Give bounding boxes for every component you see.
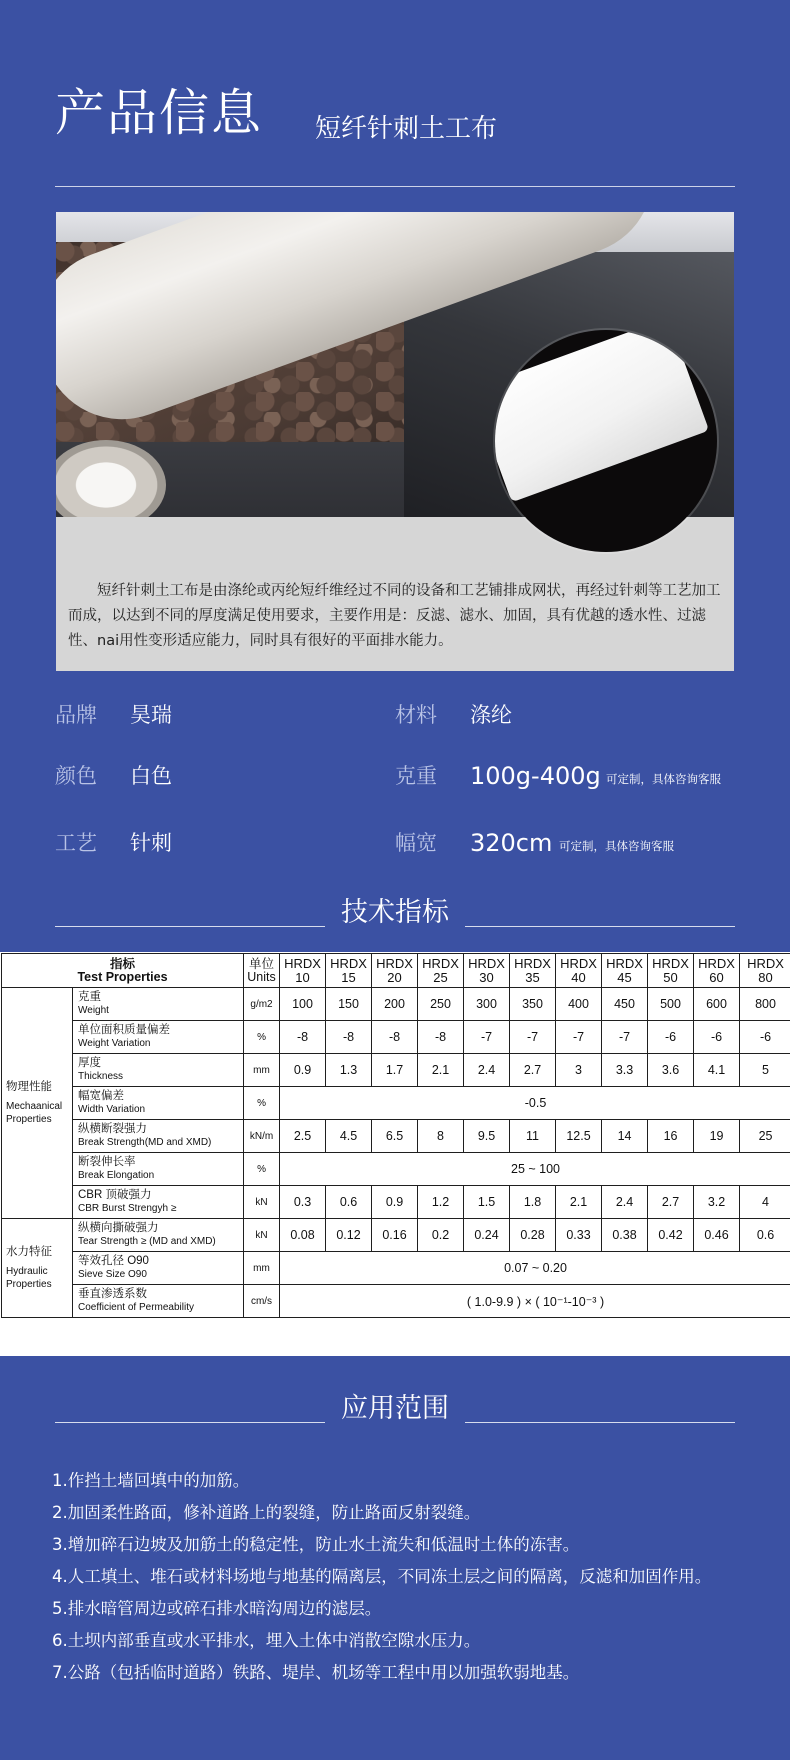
application-list xyxy=(52,1465,790,1689)
model-series: HRDX xyxy=(330,955,367,971)
table-row xyxy=(2,1252,790,1285)
table-cell: 2.1 xyxy=(556,1186,602,1219)
table-cell-merged: 25 ~ 100 xyxy=(280,1153,790,1186)
header-unit-en: Units xyxy=(247,969,276,984)
model-number: 10 xyxy=(295,969,310,985)
header-model xyxy=(510,954,556,988)
header-model xyxy=(648,954,694,988)
property-name xyxy=(73,1219,244,1252)
header-model xyxy=(602,954,648,988)
table-cell: 0.3 xyxy=(280,1186,326,1219)
table-row xyxy=(2,1054,790,1087)
property-unit: kN/m xyxy=(244,1120,280,1153)
property-name-en: Weight xyxy=(78,1005,109,1016)
spec-heading-line-left xyxy=(55,926,325,927)
property-unit: % xyxy=(244,1153,280,1186)
table-cell: 400 xyxy=(556,988,602,1021)
table-cell: 8 xyxy=(418,1120,464,1153)
property-name-cn: CBR 顶破强力 xyxy=(78,1189,152,1201)
property-name-cn: 断裂伸长率 xyxy=(78,1156,136,1168)
table-cell: 0.2 xyxy=(418,1219,464,1252)
table-cell: 2.4 xyxy=(464,1054,510,1087)
attr-value-weight: 100g-400g xyxy=(470,762,601,790)
spec-table xyxy=(1,953,790,1318)
list-item: 3.增加碎石边坡及加筋土的稳定性，防止水土流失和低温时土体的冻害。 xyxy=(52,1535,580,1554)
header-model xyxy=(556,954,602,988)
table-cell: 11 xyxy=(510,1120,556,1153)
table-row xyxy=(2,1153,790,1186)
attr-note-width: 可定制，具体咨询客服 xyxy=(559,839,674,853)
table-cell: 600 xyxy=(694,988,740,1021)
table-cell-merged: -0.5 xyxy=(280,1087,790,1120)
table-cell: 5 xyxy=(740,1054,790,1087)
table-cell: 0.9 xyxy=(280,1054,326,1087)
model-number: 25 xyxy=(433,969,448,985)
property-unit: mm xyxy=(244,1252,280,1285)
model-number: 35 xyxy=(525,969,540,985)
property-name-en: Weight Variation xyxy=(78,1038,151,1049)
property-name-cn: 幅宽偏差 xyxy=(78,1090,124,1102)
property-name-cn: 纵横向撕破强力 xyxy=(78,1222,159,1234)
model-series: HRDX xyxy=(560,955,597,971)
table-cell: 12.5 xyxy=(556,1120,602,1153)
group-label-en: Properties xyxy=(6,1113,52,1125)
page-subtitle: 短纤针刺土工布 xyxy=(315,114,498,144)
property-unit: kN xyxy=(244,1186,280,1219)
table-cell: 3 xyxy=(556,1054,602,1087)
property-name-en: Break Strength(MD and XMD) xyxy=(78,1137,212,1148)
property-name-en: Thickness xyxy=(78,1071,124,1082)
table-cell: 0.6 xyxy=(326,1186,372,1219)
property-name-en: Sieve Size O90 xyxy=(78,1269,147,1280)
list-item: 4.人工填土、堆石或材料场地与地基的隔离层，不同冻土层之间的隔离，反滤和加固作用。 xyxy=(52,1567,712,1586)
table-cell: 1.7 xyxy=(372,1054,418,1087)
attr-value-process: 针刺 xyxy=(130,831,172,855)
model-series: HRDX xyxy=(376,955,413,971)
table-cell: 1.8 xyxy=(510,1186,556,1219)
model-series: HRDX xyxy=(514,955,551,971)
model-number: 20 xyxy=(387,969,402,985)
table-cell-merged: ( 1.0-9.9 ) × ( 10⁻¹-10⁻³ ) xyxy=(280,1285,790,1318)
table-cell: 2.4 xyxy=(602,1186,648,1219)
header-model xyxy=(464,954,510,988)
header-model xyxy=(372,954,418,988)
table-cell: 0.08 xyxy=(280,1219,326,1252)
table-cell: 500 xyxy=(648,988,694,1021)
table-cell: 0.6 xyxy=(740,1219,790,1252)
model-number: 30 xyxy=(479,969,494,985)
list-item: 1.作挡土墙回填中的加筋。 xyxy=(52,1471,250,1490)
attr-value-material: 涤纶 xyxy=(470,703,512,727)
table-row xyxy=(2,1087,790,1120)
property-name xyxy=(73,1186,244,1219)
property-unit: g/m2 xyxy=(244,988,280,1021)
table-cell: 2.5 xyxy=(280,1120,326,1153)
table-cell: 300 xyxy=(464,988,510,1021)
attr-label-weight: 克重 xyxy=(395,764,437,788)
header-test-properties xyxy=(2,954,244,988)
table-cell: 350 xyxy=(510,988,556,1021)
group-label xyxy=(2,988,73,1219)
table-cell: 4.5 xyxy=(326,1120,372,1153)
table-cell: -8 xyxy=(280,1021,326,1054)
property-name xyxy=(73,1054,244,1087)
header-model xyxy=(326,954,372,988)
table-cell: 16 xyxy=(648,1120,694,1153)
attr-label-width: 幅宽 xyxy=(395,831,437,855)
fabric-closeup-photo xyxy=(495,330,717,552)
table-cell: -6 xyxy=(648,1021,694,1054)
app-heading-line-right xyxy=(465,1422,735,1423)
property-unit: mm xyxy=(244,1054,280,1087)
table-cell: 14 xyxy=(602,1120,648,1153)
property-name xyxy=(73,1120,244,1153)
table-cell: 0.12 xyxy=(326,1219,372,1252)
spec-section-title: 技术指标 xyxy=(341,897,449,928)
table-row xyxy=(2,1219,790,1252)
model-series: HRDX xyxy=(284,955,321,971)
property-name-en: Width Variation xyxy=(78,1104,146,1115)
model-number: 50 xyxy=(663,969,678,985)
property-unit: % xyxy=(244,1087,280,1120)
table-cell: 0.33 xyxy=(556,1219,602,1252)
app-section-title: 应用范围 xyxy=(341,1393,449,1424)
property-name xyxy=(73,988,244,1021)
list-item: 5.排水暗管周边或碎石排水暗沟周边的滤层。 xyxy=(52,1599,382,1618)
table-cell: 3.3 xyxy=(602,1054,648,1087)
group-label-en: Mechaanical xyxy=(6,1100,63,1112)
model-series: HRDX xyxy=(652,955,689,971)
property-name xyxy=(73,1153,244,1186)
property-name xyxy=(73,1285,244,1318)
property-name-cn: 厚度 xyxy=(78,1057,101,1069)
property-name-cn: 克重 xyxy=(78,991,101,1003)
table-cell: 100 xyxy=(280,988,326,1021)
table-row xyxy=(2,1186,790,1219)
table-cell: 0.16 xyxy=(372,1219,418,1252)
table-header-row xyxy=(2,954,790,988)
property-unit: kN xyxy=(244,1219,280,1252)
model-series: HRDX xyxy=(698,955,735,971)
app-heading-line-left xyxy=(55,1422,325,1423)
attr-label-material: 材料 xyxy=(395,703,437,727)
table-cell: 0.42 xyxy=(648,1219,694,1252)
table-cell: 3.2 xyxy=(694,1186,740,1219)
model-series: HRDX xyxy=(747,955,784,971)
model-series: HRDX xyxy=(606,955,643,971)
header-divider xyxy=(55,186,735,187)
header-model xyxy=(280,954,326,988)
table-cell: 25 xyxy=(740,1120,790,1153)
attr-value-color: 白色 xyxy=(130,764,172,788)
property-name xyxy=(73,1252,244,1285)
property-name xyxy=(73,1021,244,1054)
model-number: 80 xyxy=(758,969,773,985)
group-label-cn: 物理性能 xyxy=(6,1080,52,1093)
page-title: 产品信息 xyxy=(55,84,263,142)
property-name-en: Break Elongation xyxy=(78,1170,155,1181)
table-cell: 0.46 xyxy=(694,1219,740,1252)
header-prop-cn: 指标 xyxy=(110,956,136,971)
model-series: HRDX xyxy=(468,955,505,971)
table-cell: 6.5 xyxy=(372,1120,418,1153)
geotextile-roll-end xyxy=(56,440,166,517)
table-cell: 1.5 xyxy=(464,1186,510,1219)
header-units xyxy=(244,954,280,988)
attr-value-width: 320cm xyxy=(470,829,553,857)
property-unit: % xyxy=(244,1021,280,1054)
table-row xyxy=(2,988,790,1021)
table-cell: 2.1 xyxy=(418,1054,464,1087)
table-cell: 3.6 xyxy=(648,1054,694,1087)
table-cell: 4.1 xyxy=(694,1054,740,1087)
table-cell: -6 xyxy=(740,1021,790,1054)
model-series: HRDX xyxy=(422,955,459,971)
group-label xyxy=(2,1219,73,1318)
table-cell: -8 xyxy=(372,1021,418,1054)
table-cell: 150 xyxy=(326,988,372,1021)
list-item: 6.土坝内部垂直或水平排水，埋入土体中消散空隙水压力。 xyxy=(52,1631,481,1650)
header-model xyxy=(694,954,740,988)
table-cell: 0.28 xyxy=(510,1219,556,1252)
table-cell: 0.9 xyxy=(372,1186,418,1219)
table-cell: -7 xyxy=(464,1021,510,1054)
table-cell: 1.2 xyxy=(418,1186,464,1219)
header-model xyxy=(740,954,790,988)
table-cell: 2.7 xyxy=(510,1054,556,1087)
table-cell: -7 xyxy=(510,1021,556,1054)
property-name-en: Tear Strength ≥ (MD and XMD) xyxy=(78,1236,216,1247)
property-name xyxy=(73,1087,244,1120)
header-prop-en: Test Properties xyxy=(77,969,168,984)
spec-table-container xyxy=(0,952,790,1356)
table-cell: 200 xyxy=(372,988,418,1021)
table-cell: 800 xyxy=(740,988,790,1021)
table-row xyxy=(2,1120,790,1153)
model-number: 60 xyxy=(709,969,724,985)
spec-heading-line-right xyxy=(465,926,735,927)
table-cell: 2.7 xyxy=(648,1186,694,1219)
spec-table-body xyxy=(2,954,790,1318)
table-cell: 0.24 xyxy=(464,1219,510,1252)
property-name-en: Coefficient of Permeability xyxy=(78,1302,194,1313)
header-unit-cn: 单位 xyxy=(249,956,275,971)
table-cell: -7 xyxy=(602,1021,648,1054)
property-name-cn: 垂直渗透系数 xyxy=(78,1288,147,1300)
table-cell: 4 xyxy=(740,1186,790,1219)
table-cell: -6 xyxy=(694,1021,740,1054)
product-description: 短纤针刺土工布是由涤纶或丙纶短纤维经过不同的设备和工艺铺排成网状，再经过针刺等工艺加工而成，以达到不同的厚度满足使用要求，主要作用是：反滤、滤水、加固，具有优越的透水性、过滤性、nai用性变形适应能力，同时具有很好的平面排水能力。 xyxy=(56,517,734,671)
table-cell: 19 xyxy=(694,1120,740,1153)
table-cell-merged: 0.07 ~ 0.20 xyxy=(280,1252,790,1285)
table-cell: 450 xyxy=(602,988,648,1021)
model-number: 45 xyxy=(617,969,632,985)
group-label-en: Hydraulic xyxy=(6,1265,48,1277)
attr-value-brand: 昊瑞 xyxy=(130,703,172,727)
attr-label-brand: 品牌 xyxy=(55,703,97,727)
property-name-cn: 单位面积质量偏差 xyxy=(78,1024,170,1036)
list-item: 7.公路（包括临时道路）铁路、堤岸、机场等工程中用以加强软弱地基。 xyxy=(52,1663,580,1682)
attr-note-weight: 可定制，具体咨询客服 xyxy=(606,772,721,786)
attr-label-color: 颜色 xyxy=(55,764,97,788)
header-model xyxy=(418,954,464,988)
attr-label-process: 工艺 xyxy=(55,831,97,855)
property-unit: cm/s xyxy=(244,1285,280,1318)
property-name-cn: 等效孔径 O90 xyxy=(78,1255,149,1267)
group-label-en: Properties xyxy=(6,1278,52,1290)
table-row xyxy=(2,1285,790,1318)
table-row xyxy=(2,1021,790,1054)
model-number: 15 xyxy=(341,969,356,985)
group-label-cn: 水力特征 xyxy=(6,1245,52,1258)
table-cell: 250 xyxy=(418,988,464,1021)
table-cell: -8 xyxy=(418,1021,464,1054)
table-cell: 9.5 xyxy=(464,1120,510,1153)
property-name-cn: 纵横断裂强力 xyxy=(78,1123,147,1135)
list-item: 2.加固柔性路面，修补道路上的裂缝，防止路面反射裂缝。 xyxy=(52,1503,481,1522)
table-cell: -8 xyxy=(326,1021,372,1054)
table-cell: 0.38 xyxy=(602,1219,648,1252)
property-name-en: CBR Burst Strengyh ≥ xyxy=(78,1203,177,1214)
table-cell: 1.3 xyxy=(326,1054,372,1087)
model-number: 40 xyxy=(571,969,586,985)
table-cell: -7 xyxy=(556,1021,602,1054)
